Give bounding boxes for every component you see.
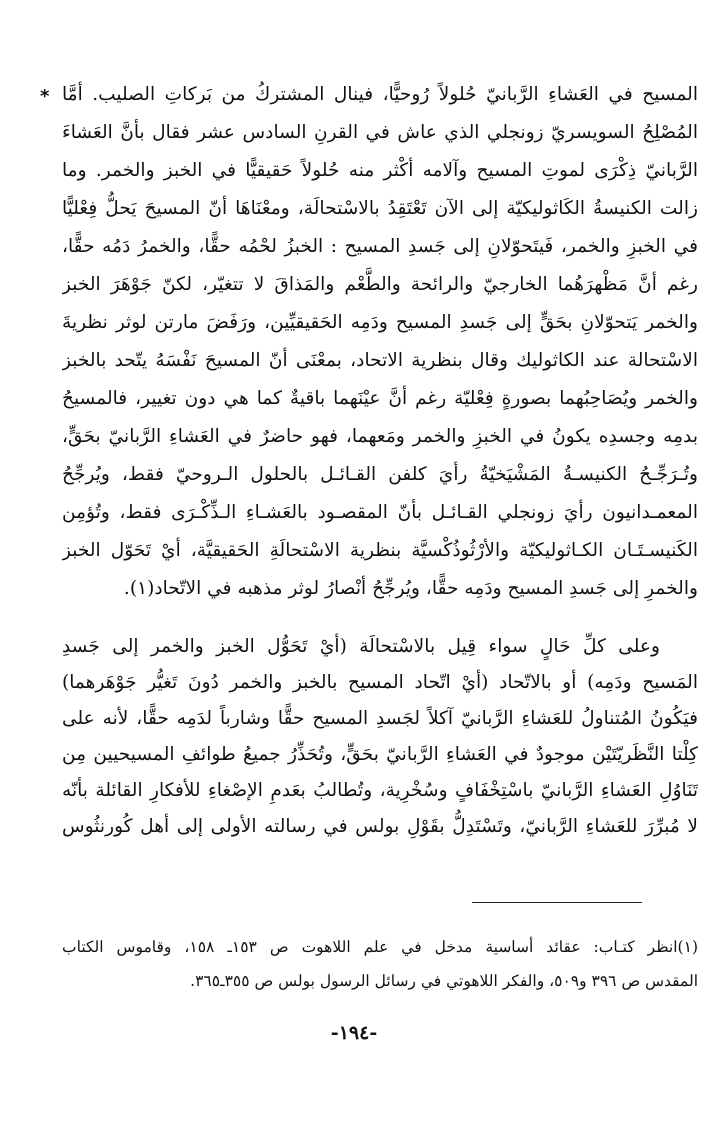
paragraph-1 <box>62 76 698 608</box>
text-line: رغم أنَّ مَظْهرَهُما الخارجيّ والرائحة والطَّعْم والمَذاقَ لا تتغيّر، لكنّ جَوْهَرَ الخبز <box>62 274 698 295</box>
text-line: المسيح في العَشاءِ الرَّبانيّ حُلولاً رُوحيًّا، فينال المشتركُ من بَركاتِ الصليب. أمَّا <box>62 84 698 105</box>
text-line: المُصْلِحُ السويسريّ زونجلي الذي عاش في القرنِ السادس عشر فقال بأنَّ العَشاءَ <box>62 122 698 143</box>
text-line: الاسْتحالة عند الكاثوليك وقال بنظرية الاتحاد، بمعْنَى أنّ المسيحَ نَفْسَهُ يتّحد بالخبز <box>62 350 698 371</box>
text-line: المعمـدانيون رأيَ زونجلي القـائـل بأنّ المقصـود بالعَشـاءِ الـذِّكْـرَى فقط، وتُؤمِن <box>62 502 698 523</box>
text-line: لا مُبرِّرَ للعَشاءِ الرَّبانيّ، وتَسْتَدِلُّ بقَوْلِ بولس في رسالته الأولى إلى أهل كُورنثُوس <box>62 816 698 837</box>
paragraph-2 <box>62 629 698 845</box>
text-line: الرَّبانيّ ذِكْرَى لموتِ المسيح وآلامه أكْثر منه حُلولاً حَقيقيًّا في الخبز والخمر. وما <box>62 160 698 181</box>
text-line: وتُـرَجِّـحُ الكنيسـةُ المَشْيَخيّةُ رأيَ كلفن القـائـل بالحلول الـروحيّ فقط، ويُرجِّحُ <box>62 464 698 485</box>
text-line: وعلى كلِّ حَالٍ سواء قِيل بالاسْتحالَة (أيْ تَحَوُّل الخبز والخمر إلى جَسدِ <box>62 636 660 657</box>
text-line: بدمِه وجسدِه يكونُ في الخبزِ والخمر ومَعهما، فهو حاضرٌ في العَشاءِ الرَّبانيّ بحَقٍّ، <box>62 426 698 447</box>
text-line: في الخبزِ والخمر، فَيتَحوّلانِ إلى جَسدِ المسيح : الخبزُ لحْمُه حقًّا، والخمرُ دَمُه حقًّا، <box>62 236 698 257</box>
margin-asterisk: * <box>40 86 50 107</box>
footnote <box>62 930 698 998</box>
text-line: كِلْتا النَّظَريّتَيْن موجودٌ في العَشاءِ الرَّبانيّ بحَقٍّ، وتُحَذِّرُ جميعُ طوائفِ المسيحيين مِن <box>62 744 698 765</box>
text-line: الكَنيسـتَـان الكـاثوليكيّة والأرْثُوذُكْسيَّة بنظرية الاسْتحالَةِ الحَقيقيَّة، أيْ تَحَوّل الخبز <box>62 540 698 561</box>
text-line: المَسيح ودَمِه) أو بالاتّحاد (أيْ اتّحاد المسيح بالخبز والخمر دُونَ تَغيُّر جَوْهَرهما) <box>62 672 698 693</box>
text-line: فيَكُونُ المُتناولُ للعَشاءِ الرَّبانيّ آكلاً لجَسدِ المسيح حقًّا وشارباً لدَمِه حقًّا، لأنه على <box>62 708 698 729</box>
footnote-line: المقدس ص ٣٩٦ و٥٠٩، والفكر اللاهوتي في رسائل الرسول بولس ص ٣٥٥ـ٣٦٥. <box>190 972 698 990</box>
footnote-line: (١)انظر كتـاب: عقائد أساسية مدخل في علم اللاهوت ص ١٥٣ـ ١٥٨، وقاموس الكتاب <box>62 938 698 956</box>
text-line: زالت الكنيسةُ الكَاثوليكيّة إلى الآن تَعْتَقِدُ بالاسْتحالَة، ومعْنَاهَا أنّ المسيحَ يَحلُّ فِعْليًّا <box>62 198 698 219</box>
footnote-divider <box>472 902 642 903</box>
text-line: تَنَاوُلِ العَشاءِ الرَّبانيّ باسْتِخْفَافٍ وسُخْرِية، وتُطالبُ بعَدمِ الإصْغاءِ للأفكارِ القائلة بأنّه <box>62 780 698 801</box>
text-line: والخمر يَتحوّلانِ بحَقٍّ إلى جَسدِ المسيح ودَمِه الحَقيقيِّين، ورَفَضَ مارتن لوثر نظريةَ <box>62 312 698 333</box>
text-line: والخمرِ إلى جَسدِ المسيح ودَمِه حقًّا، ويُرجِّحُ أنْصارُ لوثر مذهبه في الاتّحاد(١). <box>123 578 698 599</box>
page-number: -١٩٤- <box>330 1022 378 1044</box>
text-line: والخمر ويُصَاحِبُهما بصورةٍ فِعْليّة رغم أنَّ عيْنَهما باقيةٌ كما هي دون تغيير، فالمسيحُ <box>62 388 698 409</box>
